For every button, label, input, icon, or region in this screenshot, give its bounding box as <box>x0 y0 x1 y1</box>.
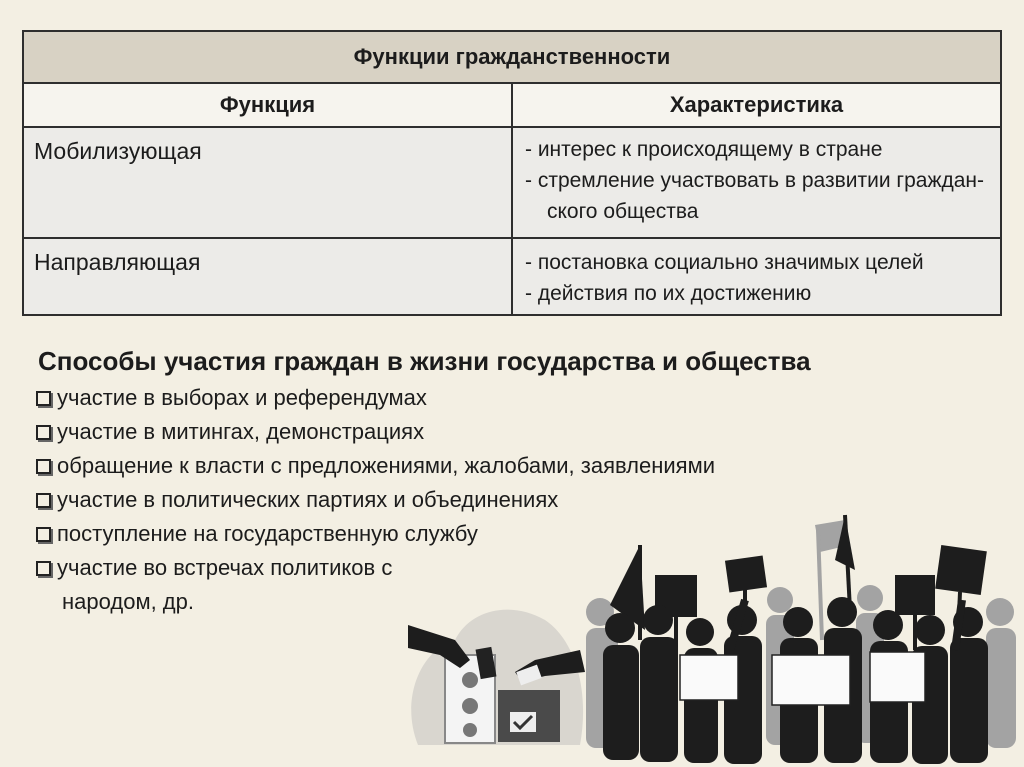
column-header-characteristic: Характеристика <box>512 83 1001 127</box>
participation-section <box>24 341 1004 619</box>
characteristic-line: - стремление участвовать в развитии граждан- <box>525 169 985 192</box>
list-item <box>24 517 1004 551</box>
checkbox-bullet-icon <box>36 391 51 406</box>
list-item-text: участие в политических партиях и объединениях <box>57 487 559 512</box>
list-item <box>24 415 1004 449</box>
function-name: Направляющая <box>34 249 201 275</box>
checkbox-bullet-icon <box>36 527 51 542</box>
list-item-text: обращение к власти с предложениями, жалобами, заявлениями <box>57 453 716 478</box>
checkbox-bullet-icon <box>36 493 51 508</box>
characteristic-line: ского общества <box>547 200 699 223</box>
checkbox-bullet-icon <box>36 561 51 576</box>
list-item-text: участие в митингах, демонстрациях <box>57 419 425 444</box>
list-item <box>24 551 1004 585</box>
participation-list <box>24 381 1004 585</box>
list-item-text: участие в выборах и референдумах <box>57 385 427 410</box>
column-header-function: Функция <box>23 83 512 127</box>
checkbox-bullet-icon <box>36 459 51 474</box>
list-item-text: поступление на государственную службу <box>57 521 478 546</box>
ballot-box-icon <box>408 610 585 745</box>
function-name: Мобилизующая <box>34 138 202 164</box>
characteristic-line: - действия по их достижению <box>525 282 812 305</box>
list-item-continuation: народом, др. <box>62 589 194 614</box>
list-item <box>24 449 1004 483</box>
list-item <box>24 381 1004 415</box>
table-title: Функции гражданственности <box>23 31 1001 83</box>
characteristic-line: - интерес к происходящему в стране <box>525 138 883 161</box>
list-item-text: участие во встречах политиков с <box>57 555 393 580</box>
section-heading: Способы участия граждан в жизни государства и общества <box>38 346 811 376</box>
checkbox-bullet-icon <box>36 425 51 440</box>
list-item <box>24 483 1004 517</box>
characteristic-line: - постановка социально значимых целей <box>525 251 924 274</box>
